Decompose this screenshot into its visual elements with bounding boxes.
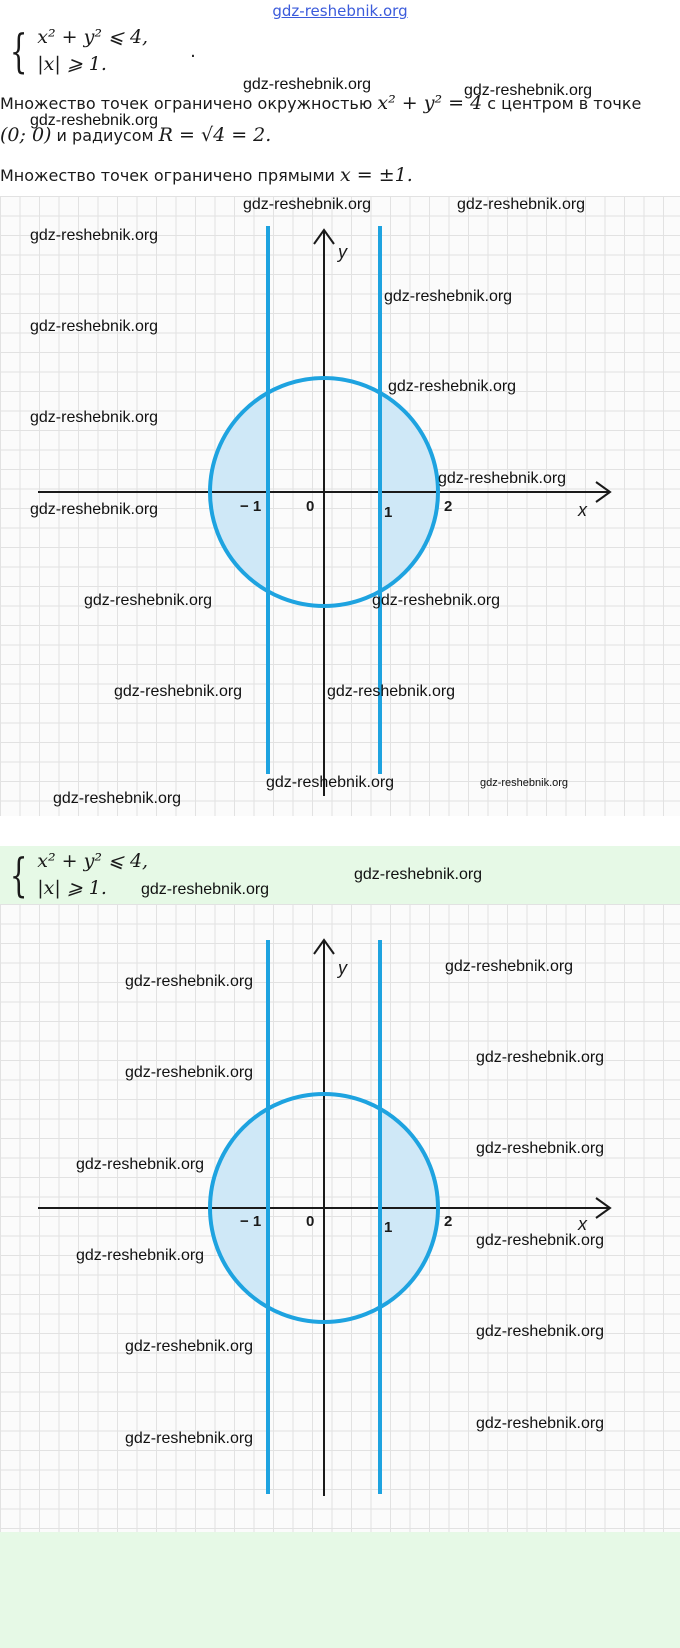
watermark: gdz-reshebnik.org [53,790,182,807]
watermark: gdz-reshebnik.org [476,1049,605,1066]
watermark: gdz-reshebnik.org [30,227,159,244]
watermark: gdz-reshebnik.org [76,1156,205,1173]
watermark: gdz-reshebnik.org [372,592,501,609]
watermark: gdz-reshebnik.org [84,592,213,609]
inequality-system [4,24,196,78]
radius-text: и радиусом [56,126,154,145]
watermark: gdz-reshebnik.org [30,318,159,335]
watermark: gdz-reshebnik.org [114,683,243,700]
watermark: gdz-reshebnik.org [125,1064,254,1081]
watermark: gdz-reshebnik.org [388,378,517,395]
system-period: . [190,40,196,62]
inequality-line-1: x² + y² ⩽ 4, [37,26,149,48]
watermark: gdz-reshebnik.org [327,683,456,700]
tick-label-neg-one-2: − 1 [240,1213,262,1230]
watermark: gdz-reshebnik.org [125,1338,254,1355]
site-link[interactable]: gdz-reshebnik.org [272,2,408,20]
watermark: gdz-reshebnik.org [457,196,586,213]
inequality-system-2 [4,848,148,902]
watermark: gdz-reshebnik.org [243,76,372,93]
x-axis-label-2: x [578,1214,587,1234]
tick-label-neg-one: − 1 [240,498,262,515]
circle-sentence-tail: с центром в точке [487,94,642,113]
y-axis-label: y [338,242,347,262]
bottom-band [0,1532,680,1648]
brace-symbol: { [9,24,28,78]
watermark: gdz-reshebnik.org [125,973,254,990]
center-point: (0; 0) [0,124,52,146]
tick-label-one-2: 1 [384,1219,393,1236]
watermark: gdz-reshebnik.org [438,470,567,487]
watermark: gdz-reshebnik.org [476,1323,605,1340]
watermark: gdz-reshebnik.org [445,958,574,975]
tick-label-two: 2 [444,498,453,515]
inequality-line-2: |x| ⩾ 1. [37,53,107,75]
watermark: gdz-reshebnik.org [464,82,593,99]
watermark: gdz-reshebnik.org [30,409,159,426]
watermark: gdz-reshebnik.org [354,866,483,883]
inequality-line-2-repeat: |x| ⩾ 1. [37,877,107,899]
x-axis-label: x [578,500,587,520]
inequality-line-1-repeat: x² + y² ⩽ 4, [37,850,149,872]
tick-label-one: 1 [384,504,393,521]
radius-equation: R = √4 = 2. [158,124,272,146]
lines-equation: x = ±1. [340,164,413,186]
watermark: gdz-reshebnik.org [266,774,395,791]
tick-label-zero: 0 [306,498,315,515]
watermark: gdz-reshebnik.org [125,1430,254,1447]
graph-2-svg [0,904,680,1532]
circle-equation: x² + y² = 4 [377,92,483,114]
tick-label-two-2: 2 [444,1213,453,1230]
y-axis-label-2: y [338,958,347,978]
watermark: gdz-reshebnik.org [476,1140,605,1157]
watermark: gdz-reshebnik.org [480,777,569,789]
watermark: gdz-reshebnik.org [384,288,513,305]
watermark: gdz-reshebnik.org [476,1232,605,1249]
watermark: gdz-reshebnik.org [476,1415,605,1432]
lines-sentence-text: Множество точек ограничено прямыми [0,166,335,185]
watermark: gdz-reshebnik.org [243,196,372,213]
watermark: gdz-reshebnik.org [76,1247,205,1264]
watermark: gdz-reshebnik.org [30,112,159,129]
graph-2 [0,904,680,1532]
circle-sentence-text: Множество точек ограничено окружностью [0,94,373,113]
watermark: gdz-reshebnik.org [141,881,270,898]
watermark: gdz-reshebnik.org [30,501,159,518]
lines-sentence [0,164,413,187]
tick-label-zero-2: 0 [306,1213,315,1230]
brace-symbol-2: { [9,848,28,902]
